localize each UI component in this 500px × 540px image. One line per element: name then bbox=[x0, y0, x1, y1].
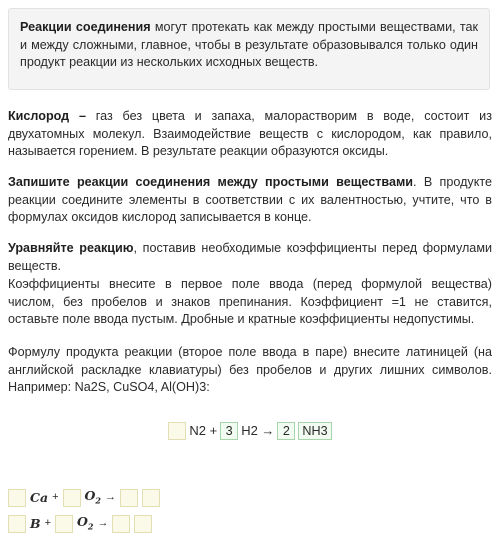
arrow-sign: → bbox=[104, 491, 116, 504]
balance-term: Уравняйте реакцию bbox=[8, 241, 134, 255]
notice-text: могут протекать как между простыми веществами, так и между сложными, главное, чтобы в результате образовывался только один продукт реакции из нескольких исходных веществ. bbox=[20, 20, 478, 69]
coefficient-input[interactable] bbox=[112, 515, 130, 533]
example-coefficient-1 bbox=[168, 422, 186, 440]
coefficient-input[interactable] bbox=[55, 515, 73, 533]
equation-row bbox=[8, 488, 160, 508]
formula-paragraph bbox=[8, 344, 492, 397]
reactant-2: $O_2$ bbox=[77, 513, 94, 531]
instruction-text: . В продукте реакции соедините элементы в соответствии с их валентностью, учтите, что в формулах оксидов кислород записывается в конце. bbox=[8, 175, 493, 224]
oxygen-text: газ без цвета и запаха, малорастворим в воде, состоит из двухатомных молекул. Взаимодействие веществ с кислородом, как правило, называется горением. В результате реакции образуются оксиды. bbox=[8, 109, 492, 158]
product-input[interactable] bbox=[142, 489, 160, 507]
balance-paragraph bbox=[8, 240, 492, 275]
formula-text: Формулу продукта реакции (второе поле ввода в паре) внесите латиницей (на английской раскладке клавиатуры) без пробелов и других лишних символов. Например: Na2S, CuSO4, Al(OH)3: bbox=[8, 345, 492, 394]
example-coefficient-3: 2 bbox=[277, 422, 295, 440]
example-equation bbox=[0, 420, 500, 442]
plus-sign: + bbox=[52, 491, 59, 504]
example-coefficient-2: 3 bbox=[220, 422, 238, 440]
coefficients-text: Коэффициенты внесите в первое поле ввода (перед формулой вещества) числом, без пробелов и знаков препинания. Коэффициент =1 не ставится, оставьте поле ввода пустым. Дробные и кратные коэффициенты недопустимы. bbox=[8, 277, 492, 326]
arrow-sign: → bbox=[97, 517, 109, 530]
product-input[interactable] bbox=[134, 515, 152, 533]
plus-sign: + bbox=[44, 517, 52, 530]
notice-term: Реакции соединения bbox=[20, 20, 151, 34]
coefficient-input[interactable] bbox=[8, 515, 26, 533]
example-formula-1: N2 + bbox=[189, 423, 218, 439]
balance-text: , поставив необходимые коэффициенты перед формулами веществ. bbox=[8, 241, 493, 273]
coefficients-paragraph bbox=[8, 276, 492, 329]
reactant-1: B bbox=[30, 516, 41, 532]
equation-row bbox=[8, 514, 152, 534]
reactant-1: Ca bbox=[30, 490, 49, 506]
oxygen-paragraph bbox=[8, 108, 492, 161]
reactant-2: $O_2$ bbox=[84, 487, 101, 505]
oxygen-term: Кислород – bbox=[8, 109, 86, 123]
coefficient-input[interactable] bbox=[63, 489, 81, 507]
example-formula-2: H2 → bbox=[241, 423, 275, 439]
instruction-term: Запишите реакции соединения между простыми веществами bbox=[8, 175, 414, 189]
coefficient-input[interactable] bbox=[120, 489, 138, 507]
example-product: NH3 bbox=[298, 422, 331, 440]
instruction-paragraph bbox=[8, 174, 492, 227]
coefficient-input[interactable] bbox=[8, 489, 26, 507]
definition-notice bbox=[8, 8, 490, 90]
